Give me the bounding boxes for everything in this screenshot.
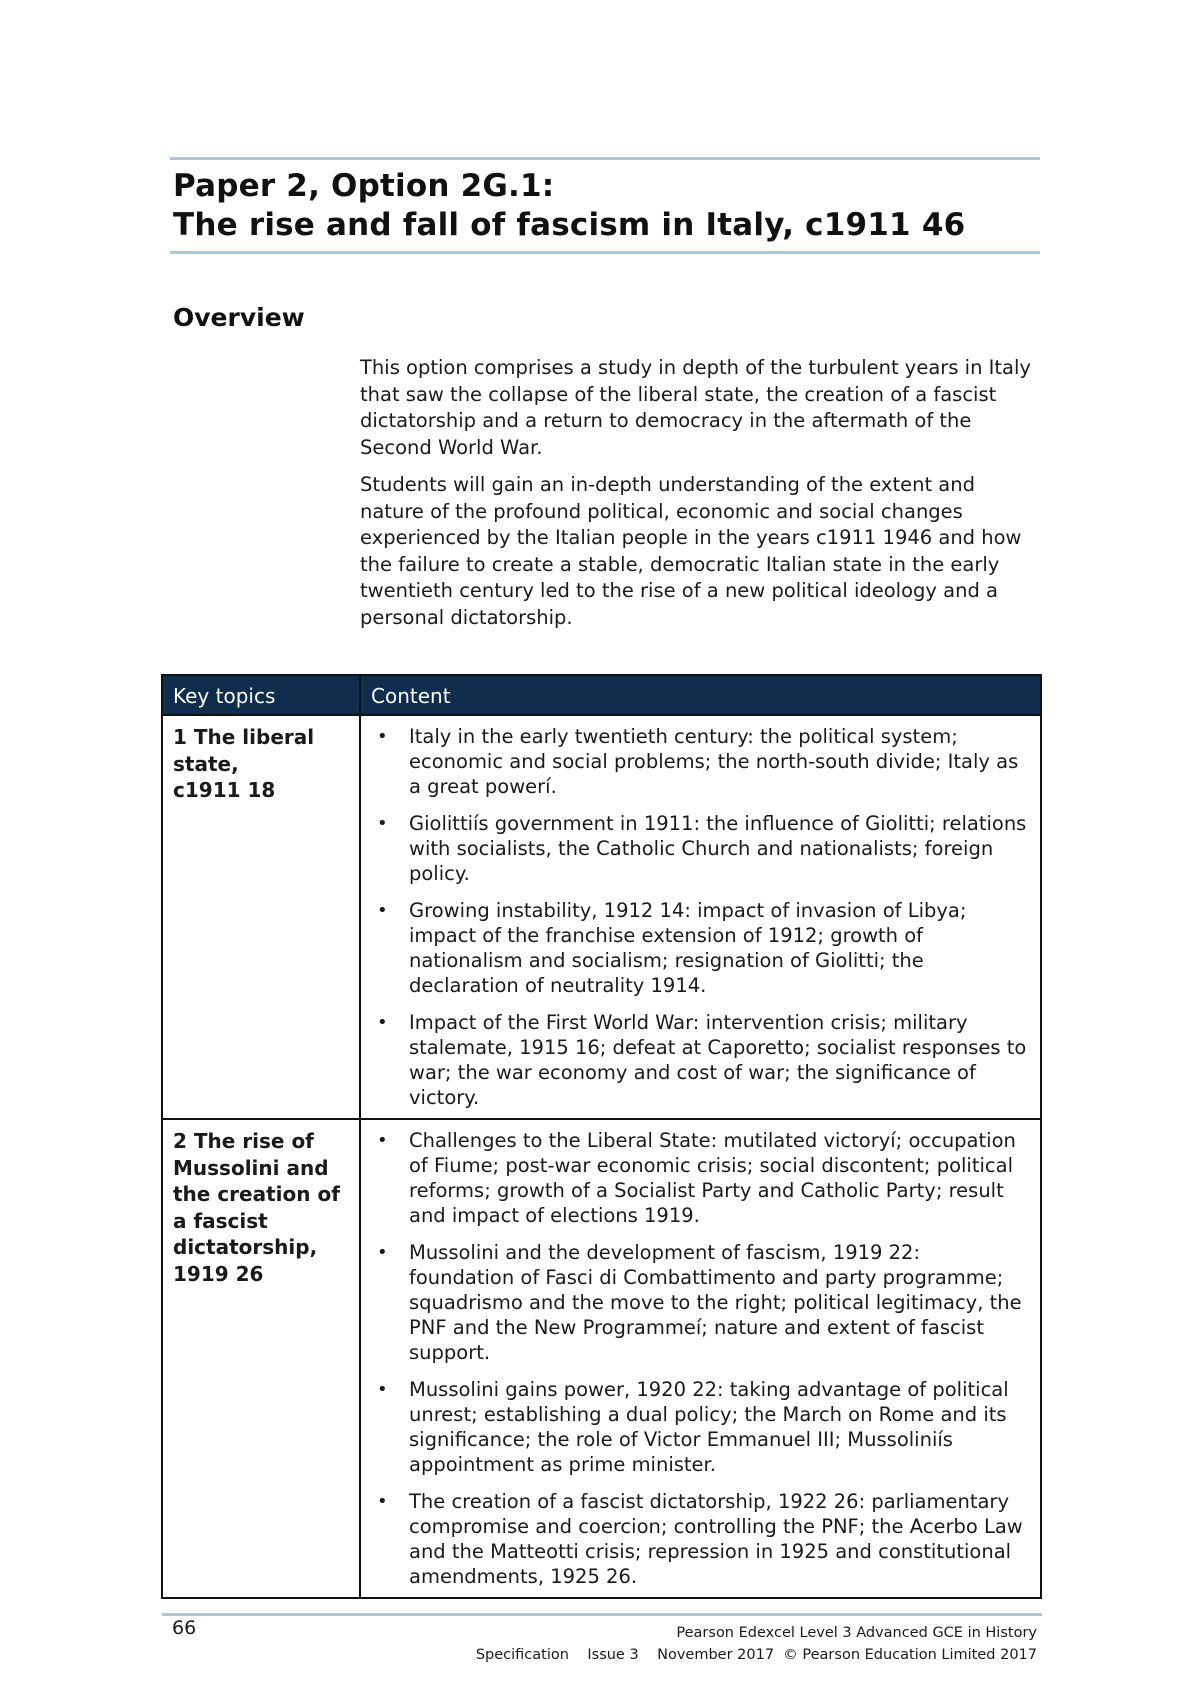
bullet-icon: • <box>377 813 388 834</box>
title-top-rule <box>170 157 1040 160</box>
list-item <box>371 1240 1030 1365</box>
list-item <box>371 1377 1030 1477</box>
bullet-icon: • <box>377 900 388 921</box>
content-cell <box>360 1119 1041 1598</box>
topic-cell <box>162 1119 360 1598</box>
list-item-text: Mussolini and the development of fascism, 1919 22: foundation of Fasci di Combattimento and party programme; squadrismo and the move to the right; political legitimacy, the PNF and the New Programmeí; nature and extent of fascist support. <box>409 1241 1022 1364</box>
page-number: 66 <box>172 1617 197 1639</box>
list-item-text: Impact of the First World War: intervention crisis; military stalemate, 1915 16; defeat at Caporetto; socialist responses to war; the war economy and cost of war; the significance of victory. <box>409 1011 1027 1109</box>
topic-label: 2 The rise of Mussolini and the creation of a fascist dictatorship, 1919 26 <box>173 1129 340 1286</box>
key-topics-table <box>161 674 1042 1599</box>
footer-specification: Specification Issue 3 November 2017 © Pearson Education Limited 2017 <box>475 1647 1037 1663</box>
header-key-topics: Key topics <box>162 675 360 715</box>
list-item-text: Growing instability, 1912 14: impact of invasion of Libya; impact of the franchise extension of 1912; growth of nationalism and socialism; resignation of Giolitti; the declaration of neutrality 1914. <box>409 899 967 997</box>
list-item-text: Challenges to the Liberal State: mutilated victoryí; occupation of Fiume; post-war economic crisis; social discontent; political reforms; growth of a Socialist Party and Catholic Party; result and impact of elections 1919. <box>409 1129 1016 1227</box>
table-header-row <box>162 675 1041 715</box>
table-row <box>162 1119 1041 1598</box>
bullet-icon: • <box>377 1012 388 1033</box>
list-item-text: Giolittiís government in 1911: the influence of Giolitti; relations with socialists, the Catholic Church and nationalists; foreign policy. <box>409 812 1027 885</box>
content-list <box>371 1128 1030 1589</box>
overview-paragraph: This option comprises a study in depth of the turbulent years in Italy that saw the collapse of the liberal state, the creation of a fascist dictatorship and a return to democracy in the aftermath of the Second World War. <box>360 356 1031 459</box>
list-item <box>371 1489 1030 1589</box>
overview-heading: Overview <box>173 303 305 332</box>
bullet-icon: • <box>377 1242 388 1263</box>
header-content: Content <box>360 675 1041 715</box>
bullet-icon: • <box>377 1491 388 1512</box>
table-row <box>162 715 1041 1119</box>
page-title-line-1: Paper 2, Option 2G.1: <box>173 168 555 204</box>
list-item <box>371 724 1030 799</box>
list-item <box>371 1128 1030 1228</box>
list-item <box>371 1010 1030 1110</box>
content-list <box>371 724 1030 1110</box>
bullet-icon: • <box>377 1130 388 1151</box>
list-item-text: Italy in the early twentieth century: the political system; economic and social problems; the north-south divide; Italy as a great powerí. <box>409 725 1019 798</box>
title-bottom-rule <box>170 251 1040 254</box>
page-title-line-2: The rise and fall of fascism in Italy, c1911 46 <box>173 207 966 243</box>
bullet-icon: • <box>377 726 388 747</box>
bullet-icon: • <box>377 1379 388 1400</box>
topic-label: 1 The liberal state, c1911 18 <box>173 725 315 802</box>
overview-paragraph: Students will gain an in-depth understanding of the extent and nature of the profound political, economic and social changes experienced by the Italian people in the years c1911 1946 and how the failure to create a stable, democratic Italian state in the early twentieth century led to the rise of a new political ideology and a personal dictatorship. <box>360 473 1022 629</box>
list-item <box>371 811 1030 886</box>
list-item-text: The creation of a fascist dictatorship, 1922 26: parliamentary compromise and coercion; controlling the PNF; the Acerbo Law and the Matteotti crisis; repression in 1925 and constitutional amendments, 1925 26. <box>409 1490 1023 1588</box>
footer-rule <box>162 1613 1042 1616</box>
list-item <box>371 898 1030 998</box>
content-cell <box>360 715 1041 1119</box>
footer-qualification: Pearson Edexcel Level 3 Advanced GCE in History <box>676 1625 1037 1641</box>
topic-cell <box>162 715 360 1119</box>
list-item-text: Mussolini gains power, 1920 22: taking advantage of political unrest; establishing a dual policy; the March on Rome and its significance; the role of Victor Emmanuel III; Mussoliniís appointment as prime minister. <box>409 1378 1009 1476</box>
